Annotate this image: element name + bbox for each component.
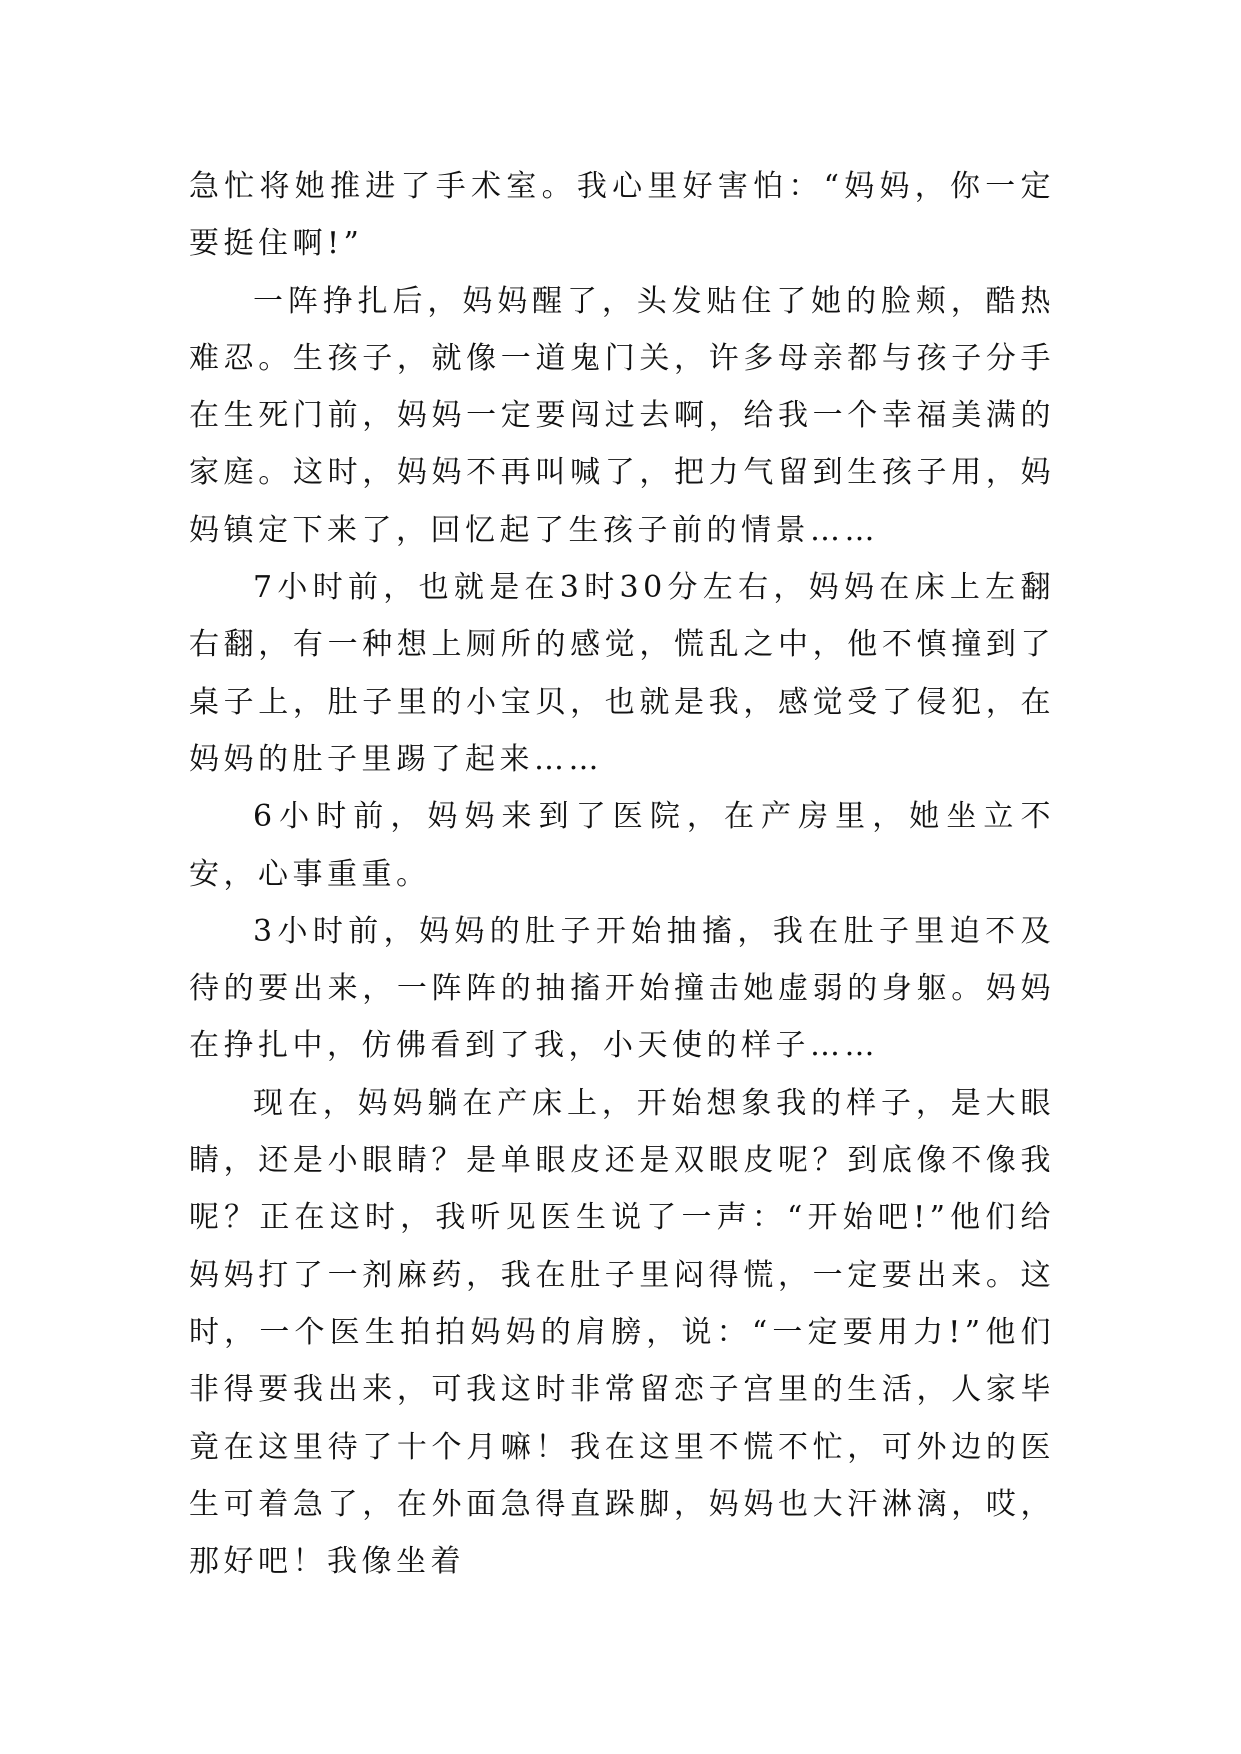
paragraph-6: 现在，妈妈躺在产床上，开始想象我的样子，是大眼睛，还是小眼睛？是单眼皮还是双眼皮呢？到底像不像我呢？正在这时，我听见医生说了一声：“开始吧!”他们给妈妈打了一剂麻药，我在肚子里闷得慌，一定要出来。这时，一个医生拍拍妈妈的肩膀，说：“一定要用力!”他们非得要我出来，可我这时非常留恋子宫里的生活，人家毕竟在这里待了十个月嘛！我在这里不慌不忙，可外边的医生可着急了，在外面急得直跺脚，妈妈也大汗淋漓，哎，那好吧！我像坐着 [189,1085,1055,1580]
paragraph-4: 6小时前，妈妈来到了医院，在产房里，她坐立不安，心事重重。 [189,799,1055,892]
document-body [189,158,1055,1590]
paragraph-2: 一阵挣扎后，妈妈醒了，头发贴住了她的脸颊，酷热难忍。生孩子，就像一道鬼门关，许多母亲都与孩子分手在生死门前，妈妈一定要闯过去啊，给我一个幸福美满的家庭。这时，妈妈不再叫喊了，把力气留到生孩子用，妈妈镇定下来了，回忆起了生孩子前的情景…… [189,283,1055,548]
paragraph-5: 3小时前，妈妈的肚子开始抽搐，我在肚子里迫不及待的要出来，一阵阵的抽搐开始撞击她虚弱的身躯。妈妈在挣扎中，仿佛看到了我，小天使的样子…… [189,913,1055,1064]
paragraph-3: 7小时前，也就是在3时30分左右，妈妈在床上左翻右翻，有一种想上厕所的感觉，慌乱之中，他不慎撞到了桌子上，肚子里的小宝贝，也就是我，感觉受了侵犯，在妈妈的肚子里踢了起来…… [189,570,1055,777]
paragraph-1: 急忙将她推进了手术室。我心里好害怕：“妈妈，你一定要挺住啊!” [189,169,1055,262]
